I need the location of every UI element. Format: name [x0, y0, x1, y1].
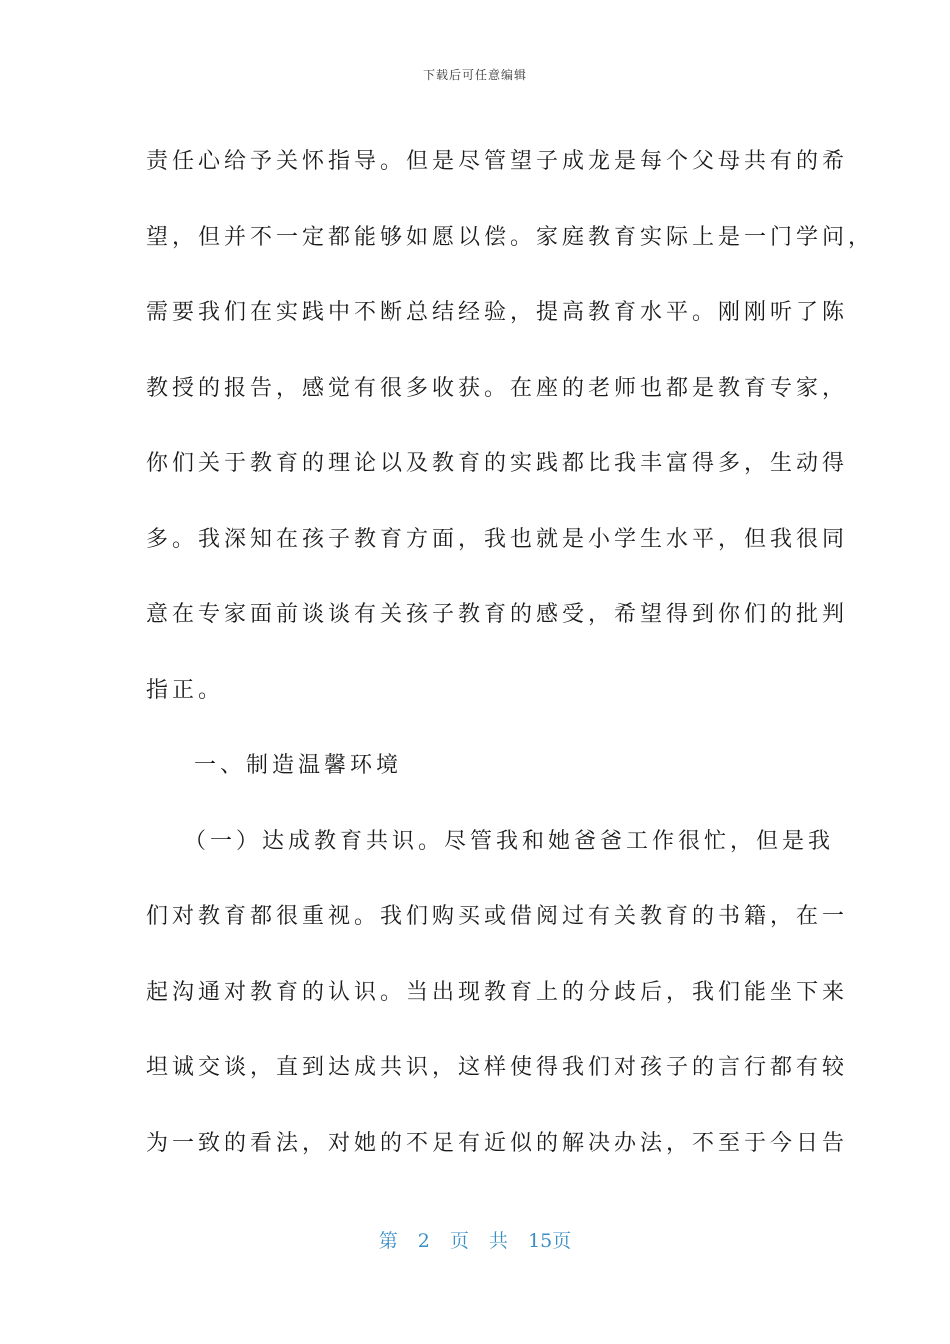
body-line: 需要我们在实践中不断总结经验，提高教育水平。刚刚听了陈 [146, 300, 849, 325]
body-line: 起沟通对教育的认识。当出现教育上的分歧后，我们能坐下来 [146, 979, 849, 1005]
footer-label-gong: 共 [489, 1230, 509, 1252]
document-body [146, 124, 875, 1181]
body-line: 们对教育都很重视。我们购买或借阅过有关教育的书籍，在一 [146, 904, 849, 929]
body-line: 教授的报告，感觉有很多收获。在座的老师也都是教育专家， [146, 375, 849, 401]
body-line: 指正。 [146, 677, 225, 703]
footer-label-di: 第 [378, 1230, 398, 1252]
total-pages: 15页 [528, 1230, 572, 1252]
body-line: 望，但并不一定都能够如愿以偿。家庭教育实际上是一门学问， [146, 224, 875, 250]
body-line: 为一致的看法，对她的不足有近似的解决办法，不至于今日告 [146, 1130, 849, 1156]
footer-label-ye: 页 [449, 1230, 469, 1252]
body-line: 意在专家面前谈谈有关孩子教育的感受，希望得到你们的批判 [146, 602, 849, 627]
section-heading: 一、制造温馨环境 [194, 753, 403, 778]
page-footer [0, 1226, 950, 1253]
current-page-number: 2 [417, 1230, 430, 1252]
page-header: 下载后可任意编辑 [422, 68, 527, 82]
body-line: 你们关于教育的理论以及教育的实践都比我丰富得多，生动得 [146, 451, 849, 476]
body-line: 责任心给予关怀指导。但是尽管望子成龙是每个父母共有的希 [146, 149, 849, 174]
body-line: 多。我深知在孩子教育方面，我也就是小学生水平，但我很同 [146, 526, 849, 552]
body-line: 坦诚交谈，直到达成共识，这样使得我们对孩子的言行都有较 [146, 1055, 849, 1080]
subsection-first-line: （一）达成教育共识。尽管我和她爸爸工作很忙，但是我 [184, 828, 835, 854]
